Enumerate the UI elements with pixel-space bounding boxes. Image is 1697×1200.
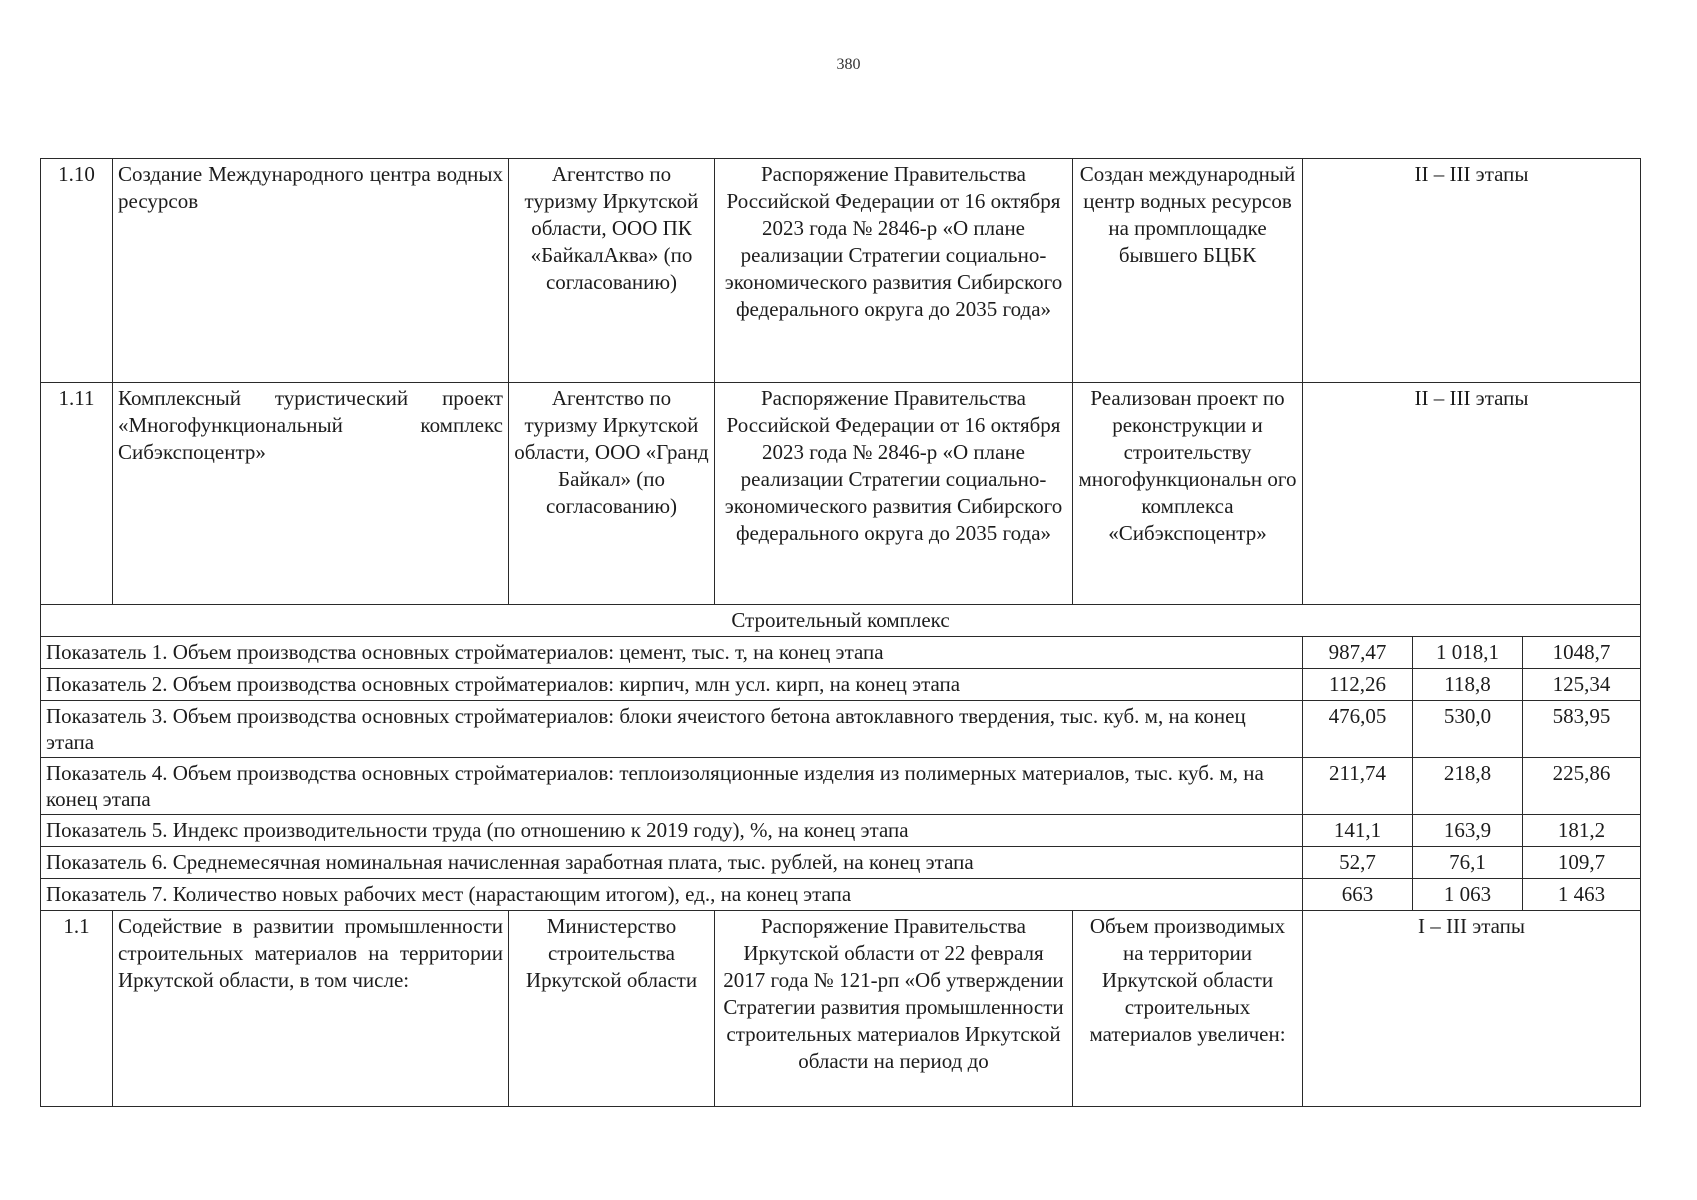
executor: Агентство по туризму Иркутской области, ООО «Гранд Байкал» (по согласованию) [509,383,715,605]
indicator-value-stage-3: 181,2 [1523,815,1641,847]
indicator-row [41,701,1641,758]
indicator-text: Показатель 1. Объем производства основных стройматериалов: цемент, тыс. т, на конец этапа [41,637,1303,669]
indicator-value-stage-3: 225,86 [1523,758,1641,815]
indicator-text: Показатель 6. Среднемесячная номинальная начисленная заработная плата, тыс. рублей, на конец этапа [41,847,1303,879]
basis-document: Распоряжение Правительства Российской Федерации от 16 октября 2023 года № 2846-р «О плане реализации Стратегии социально-экономического развития Сибирского федерального округа до 2035 года» [715,159,1073,383]
indicator-text: Показатель 2. Объем производства основных стройматериалов: кирпич, млн усл. кирп, на конец этапа [41,669,1303,701]
indicator-value-stage-1: 52,7 [1303,847,1413,879]
indicator-value-stage-2: 530,0 [1413,701,1523,758]
indicator-value-stage-2: 218,8 [1413,758,1523,815]
indicator-row [41,815,1641,847]
executor: Министерство строительства Иркутской области [509,911,715,1107]
basis-document: Распоряжение Правительства Российской Федерации от 16 октября 2023 года № 2846-р «О плане реализации Стратегии социально-экономического развития Сибирского федерального округа до 2035 года» [715,383,1073,605]
measures-table [40,158,1641,1107]
page-number: 380 [836,56,861,73]
section-row [41,605,1641,637]
section-title: Строительный комплекс [41,605,1641,637]
row-number: 1.11 [41,383,113,605]
indicator-value-stage-2: 1 018,1 [1413,637,1523,669]
indicator-value-stage-2: 1 063 [1413,879,1523,911]
indicator-text: Показатель 7. Количество новых рабочих мест (нарастающим итогом), ед., на конец этапа [41,879,1303,911]
measure-name: Комплексный туристический проект «Многофункциональный комплекс Сибэкспоцентр» [113,383,509,605]
indicator-value-stage-3: 125,34 [1523,669,1641,701]
indicator-value-stage-1: 476,05 [1303,701,1413,758]
table-row [41,911,1641,1107]
measure-name: Создание Международного центра водных ресурсов [113,159,509,383]
indicator-text: Показатель 4. Объем производства основных стройматериалов: теплоизоляционные изделия из полимерных материалов, тыс. куб. м, на конец этапа [41,758,1303,815]
stages: I – III этапы [1303,911,1641,1107]
expected-result: Создан международный центр водных ресурсов на промплощадке бывшего БЦБК [1073,159,1303,383]
table-row [41,383,1641,605]
indicator-row [41,847,1641,879]
indicator-value-stage-1: 987,47 [1303,637,1413,669]
indicator-row [41,669,1641,701]
indicator-text: Показатель 3. Объем производства основных стройматериалов: блоки ячеистого бетона автоклавного твердения, тыс. куб. м, на конец этапа [41,701,1303,758]
indicator-row [41,637,1641,669]
indicator-value-stage-1: 141,1 [1303,815,1413,847]
indicator-value-stage-3: 583,95 [1523,701,1641,758]
expected-result: Объем производимых на территории Иркутской области строительных материалов увеличен: [1073,911,1303,1107]
indicator-value-stage-3: 109,7 [1523,847,1641,879]
measure-name: Содействие в развитии промышленности строительных материалов на территории Иркутской области, в том числе: [113,911,509,1107]
stages: II – III этапы [1303,159,1641,383]
indicator-value-stage-1: 663 [1303,879,1413,911]
basis-document: Распоряжение Правительства Иркутской области от 22 февраля 2017 года № 121-рп «Об утверждении Стратегии развития промышленности строительных материалов Иркутской области на период до [715,911,1073,1107]
indicator-value-stage-2: 118,8 [1413,669,1523,701]
indicator-text: Показатель 5. Индекс производительности труда (по отношению к 2019 году), %, на конец этапа [41,815,1303,847]
indicator-value-stage-3: 1 463 [1523,879,1641,911]
row-number: 1.10 [41,159,113,383]
row-number: 1.1 [41,911,113,1107]
table-row [41,159,1641,383]
executor: Агентство по туризму Иркутской области, ООО ПК «БайкалАква» (по согласованию) [509,159,715,383]
expected-result: Реализован проект по реконструкции и строительству многофункциональн ого комплекса «Сибэкспоцентр» [1073,383,1303,605]
indicator-row [41,879,1641,911]
indicator-value-stage-2: 76,1 [1413,847,1523,879]
indicator-value-stage-1: 112,26 [1303,669,1413,701]
indicator-row [41,758,1641,815]
indicator-value-stage-1: 211,74 [1303,758,1413,815]
indicator-value-stage-2: 163,9 [1413,815,1523,847]
indicator-value-stage-3: 1048,7 [1523,637,1641,669]
stages: II – III этапы [1303,383,1641,605]
